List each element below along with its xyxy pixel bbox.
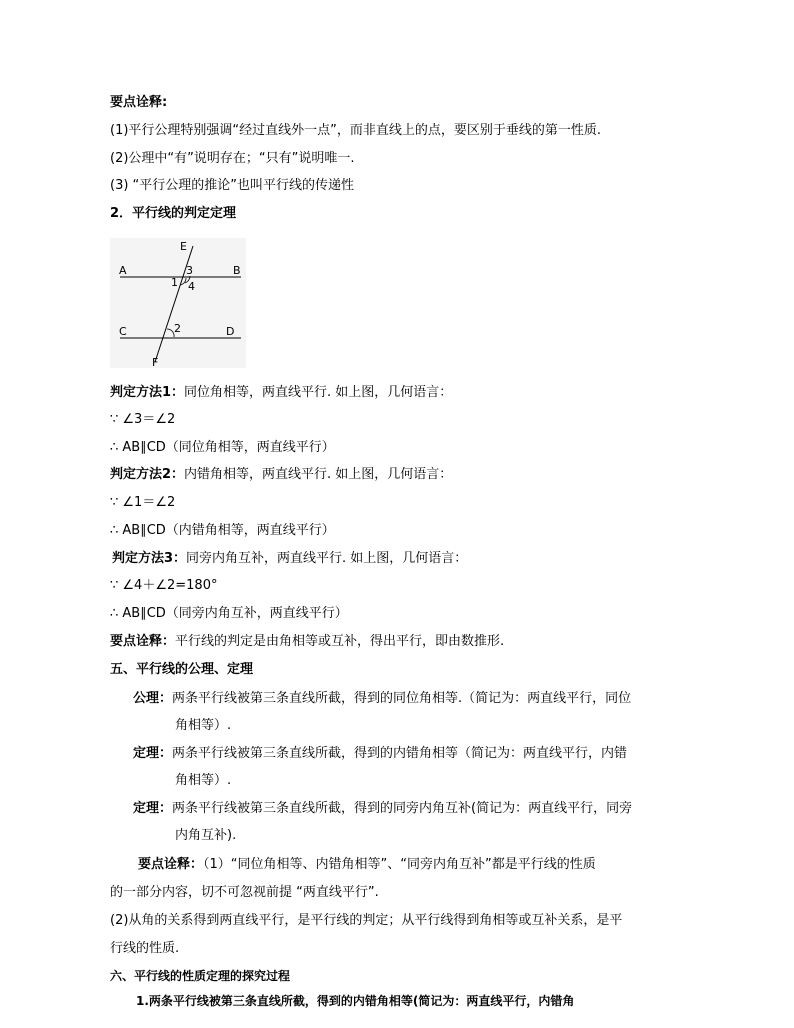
judgment-key-point xyxy=(110,633,504,651)
judgment-key-point-label: 要点诠释： xyxy=(110,634,176,649)
label-angle-1: 1 xyxy=(171,276,178,289)
method-1 xyxy=(110,384,452,402)
theorem-1-text-1: 两条平行线被第三条直线所截，得到的内错角相等（简记为：两直线平行，内错 xyxy=(172,746,628,761)
method-1-because: ∵ ∠3＝∠2 xyxy=(110,412,176,427)
label-d: D xyxy=(226,325,235,338)
judgment-key-point-text: 平行线的判定是由角相等或互补，得出平行，即由数推形. xyxy=(175,634,505,649)
theorem-2-label: 定理： xyxy=(133,801,173,816)
section-5-key-point-line-1 xyxy=(138,856,596,874)
section-5-key-point-line-4: 行线的性质. xyxy=(110,941,180,956)
method-1-title: 判定方法1： xyxy=(110,385,185,400)
section-5-heading: 五、平行线的公理、定理 xyxy=(110,662,254,677)
theorem-1-label: 定理： xyxy=(133,746,173,761)
section-6-heading: 六、平行线的性质定理的探究过程 xyxy=(110,969,291,983)
key-points-heading: 要点诠释: xyxy=(110,95,168,110)
method-2-title: 判定方法2： xyxy=(110,467,185,482)
axiom-text-1: 两条平行线被第三条直线所截，得到的同位角相等.（简记为：两直线平行，同位 xyxy=(172,691,632,706)
theorem-1-line-1 xyxy=(133,745,627,763)
theorem-2-line-2: 内角互补). xyxy=(175,828,237,843)
label-angle-4: 4 xyxy=(188,280,195,293)
key-point-2: (2)公理中“有”说明存在；“只有”说明唯一. xyxy=(110,151,355,166)
label-c: C xyxy=(119,325,127,338)
label-angle-2: 2 xyxy=(174,322,181,335)
theorem-1-line-2: 角相等）. xyxy=(175,773,232,788)
method-2-text: 内错角相等，两直线平行. 如上图，几何语言： xyxy=(184,467,453,482)
method-2 xyxy=(110,466,452,484)
method-3-because: ∵ ∠4＋∠2=180° xyxy=(110,578,218,593)
theorem-2-text-1: 两条平行线被第三条直线所截，得到的同旁内角互补(简记为：两直线平行，同旁 xyxy=(172,801,633,816)
section-2-heading: 2．平行线的判定定理 xyxy=(110,206,237,221)
section-5-key-point-text-1: （1）“同位角相等、内错角相等”、“同旁内角互补”都是平行线的性质 xyxy=(203,857,596,872)
section-6-item-1: 1.两条平行线被第三条直线所截，得到的内错角相等(简记为：两直线平行，内错角 xyxy=(136,994,575,1008)
axiom-line-1 xyxy=(133,690,631,708)
key-point-1: (1)平行公理特别强调“经过直线外一点”，而非直线上的点，要区别于垂线的第一性质. xyxy=(110,123,602,138)
method-3-title: 判定方法3： xyxy=(112,551,187,566)
label-angle-3: 3 xyxy=(186,264,193,277)
axiom-label: 公理： xyxy=(133,691,173,706)
label-b: B xyxy=(233,264,241,277)
key-point-3: (3) “平行公理的推论”也叫平行线的传递性 xyxy=(110,178,355,193)
parallel-lines-diagram xyxy=(110,238,246,368)
method-2-because: ∵ ∠1＝∠2 xyxy=(110,495,176,510)
section-5-key-point-line-3: (2)从角的关系得到两直线平行，是平行线的判定；从平行线得到角相等或互补关系，是平 xyxy=(110,913,623,928)
method-2-therefore: ∴ AB∥CD（内错角相等，两直线平行） xyxy=(110,523,335,538)
method-3-text: 同旁内角互补，两直线平行. 如上图，几何语言： xyxy=(186,551,468,566)
label-a: A xyxy=(119,264,127,277)
method-3-therefore: ∴ AB∥CD（同旁内角互补，两直线平行） xyxy=(110,606,348,621)
method-1-therefore: ∴ AB∥CD（同位角相等，两直线平行） xyxy=(110,440,335,455)
method-1-text: 同位角相等，两直线平行. 如上图，几何语言： xyxy=(184,385,453,400)
section-5-key-point-label: 要点诠释： xyxy=(138,857,204,872)
label-e: E xyxy=(180,240,187,253)
axiom-line-2: 角相等）. xyxy=(175,718,232,733)
label-f: F xyxy=(152,356,159,368)
method-3 xyxy=(112,550,467,568)
theorem-2-line-1 xyxy=(133,800,632,818)
section-5-key-point-line-2: 的一部分内容，切不可忽视前提 “两直线平行”. xyxy=(110,885,379,900)
